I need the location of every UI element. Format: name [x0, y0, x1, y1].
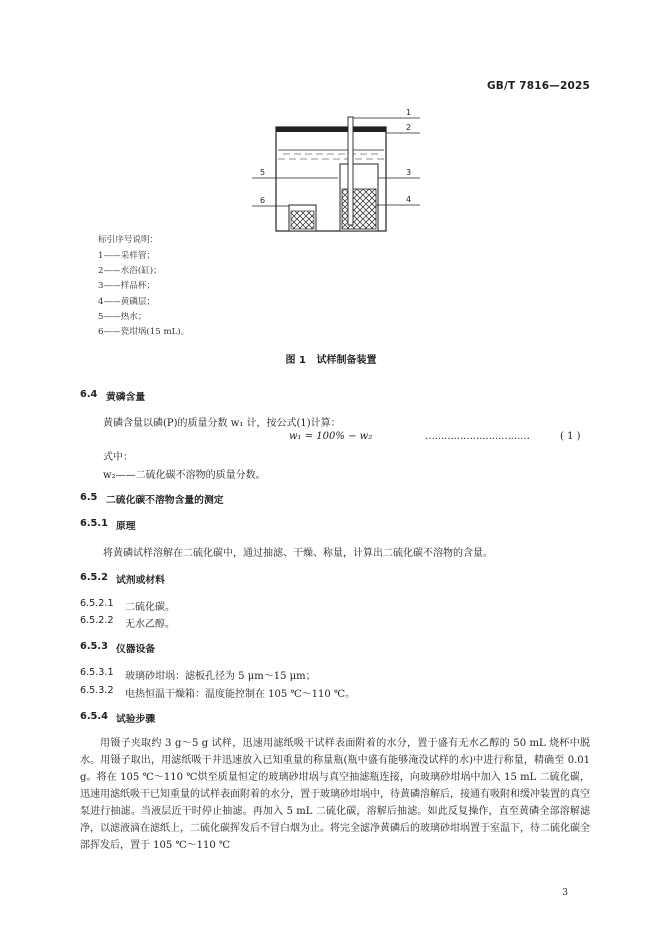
callout-1: 1: [406, 108, 412, 117]
legend-item: 3——样品杯；: [98, 281, 156, 291]
section-title: 试剂或材料: [116, 575, 165, 586]
water-level: [278, 150, 384, 159]
equation-number: ( 1 ): [560, 431, 581, 442]
section-number: 6.4: [80, 389, 98, 400]
section-number: 6.5.3: [80, 641, 108, 652]
callout-5: 5: [260, 168, 266, 177]
procedure-paragraph: 用镊子夹取约 3 g～5 g 试样，迅速用滤纸吸干试样表面附着的水分，置于盛有无水乙醇的 50 mL 烧杯中脱水。用镊子取出，用滤纸吸干并迅速放入已知重量的称量瓶(瓶中盛有能够淹没试样的水)中进行称量，精确至 0.01 g。将在 105 ℃～110 ℃烘至质量恒定的玻璃砂坩埚与真空抽滤瓶连接，向玻璃砂坩埚中加入 15 mL 二硫化碳，迅速用滤纸吸干已知重量的试样表面附着的水分，置于玻璃砂坩埚中，待黄磷溶解后，接通有吸附和缓冲装置的真空泵进行抽滤。当液层近干时停止抽滤。再加入 5 mL 二硫化碳，溶解后抽滤。如此反复操作，直至黄磷全部溶解滤净，以滤液滴在滤纸上，二硫化碳挥发后不冒白烟为止。将完全滤净黄磷后的玻璃砂坩埚置于室温下，待二硫化碳全部挥发后，置于 105 ℃～110 ℃: [80, 738, 590, 851]
clause-number: 6.5.2.1: [80, 598, 114, 609]
clause-text: 二硫化碳。: [125, 602, 175, 613]
paragraph: 黄磷含量以磷(P)的质量分数 w₁ 计，按公式(1)计算：: [103, 418, 341, 429]
standard-number: GB/T 7816—2025: [486, 80, 590, 92]
section-number: 6.5.4: [80, 711, 108, 722]
section-number: 6.5: [80, 492, 98, 503]
figure-caption: 图 1 试样制备装置: [285, 355, 377, 366]
section-number: 6.5.2: [80, 572, 108, 583]
legend-item: 6——瓷坩埚(15 mL)。: [98, 327, 190, 337]
section-title: 仪器设备: [116, 644, 156, 655]
section-number: 6.5.1: [80, 518, 108, 529]
legend-item: 2——水浴(缸)；: [98, 266, 162, 276]
equation-dots: ……………………………: [425, 431, 530, 442]
clause-number: 6.5.3.2: [80, 685, 114, 696]
legend-item: 5——热水；: [98, 312, 147, 322]
section-title: 二硫化碳不溶物含量的测定: [106, 495, 224, 506]
clause-number: 6.5.2.2: [80, 615, 114, 626]
paragraph: 将黄磷试样溶解在二硫化碳中，通过抽滤、干燥、称量，计算出二硫化碳不溶物的含量。: [103, 548, 493, 559]
apparatus-diagram: [0, 0, 662, 240]
formula: w₁ = 100% − w₂: [289, 431, 373, 442]
page-number: 3: [562, 888, 568, 898]
callout-3: 3: [406, 168, 412, 177]
callout-6: 6: [260, 196, 266, 205]
legend-item: 4——黄磷层；: [98, 297, 156, 307]
callout-4: 4: [406, 195, 412, 204]
sample-cup: [340, 164, 378, 231]
symbol-definition: w₂——二硫化碳不溶物的质量分数。: [103, 470, 266, 481]
sampling-tube: [348, 117, 353, 225]
clause-text: 电热恒温干燥箱：温度能控制在 105 ℃～110 ℃。: [125, 689, 356, 700]
phosphorus-layer: [342, 189, 376, 229]
legend-item: 1——采样管；: [98, 251, 156, 261]
clause-number: 6.5.3.1: [80, 667, 114, 678]
section-title: 黄磷含量: [106, 392, 146, 403]
section-title: 原理: [116, 521, 136, 532]
clause-text: 无水乙醇。: [125, 619, 175, 630]
porcelain-crucible: [289, 205, 316, 231]
legend-title: 标引序号说明：: [98, 235, 159, 245]
section-title: 试验步骤: [116, 714, 156, 725]
callout-2: 2: [406, 123, 412, 132]
where-label: 式中：: [103, 452, 133, 463]
clause-text: 玻璃砂坩埚：滤板孔径为 5 μm～15 μm；: [125, 671, 316, 682]
